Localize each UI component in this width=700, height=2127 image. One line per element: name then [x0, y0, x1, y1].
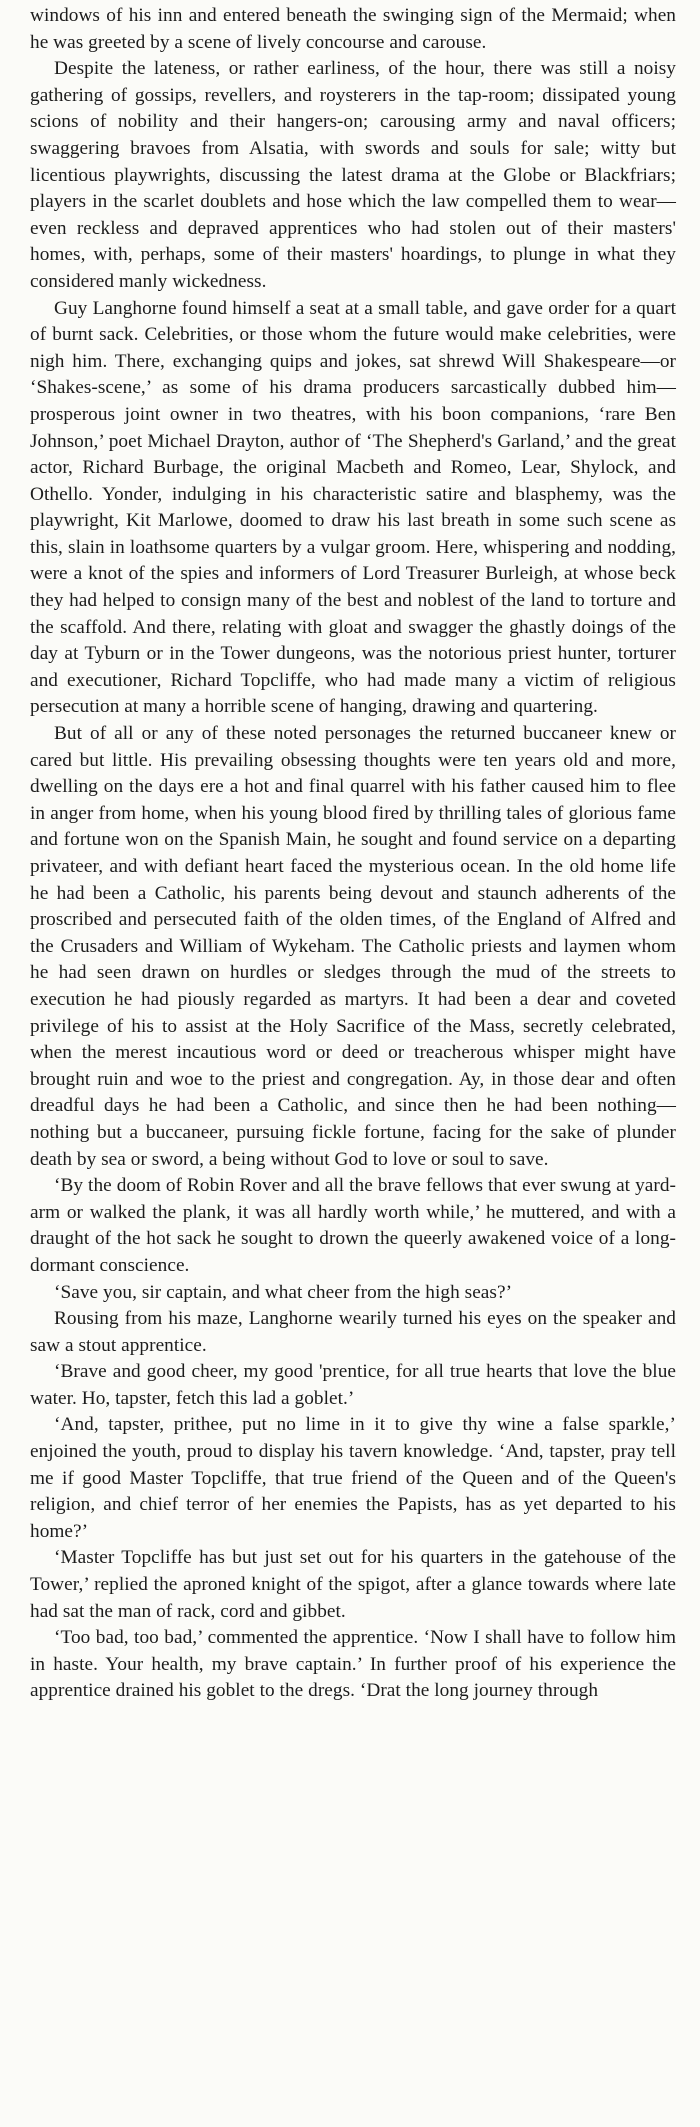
paragraph-4: But of all or any of these noted personages the returned buccaneer knew or cared but little. His prevailing obsessing thoughts were ten years old and more, dwelling on the days ere a hot and final quarrel with his father caused him to flee in anger from home, when his young blood fired by thrilling tales of glorious fame and fortune won on the Spanish Main, he sought and found service on a departing privateer, and with defiant heart faced the mysterious ocean. In the old home life he had been a Catholic, his parents being devout and staunch adherents of the proscribed and persecuted faith of the olden times, of the England of Alfred and the Crusaders and William of Wykeham. The Catholic priests and laymen whom he had seen drawn on hurdles or sledges through the mud of the streets to execution he had piously regarded as martyrs. It had been a dear and coveted privilege of his to assist at the Holy Sacrifice of the Mass, secretly celebrated, when the merest incautious word or deed or treacherous whisper might have brought ruin and woe to the priest and congregation. Ay, in those dear and often dreadful days he had been a Catholic, and since then he had been nothing—nothing but a buccaneer, pursuing fickle fortune, facing for the sake of plunder death by sea or sword, a being without God to love or soul to save. — [30, 723, 676, 1170]
paragraph-8: ‘Brave and good cheer, my good 'prentice, for all true hearts that love the blue water. Ho, tapster, fetch this lad a goblet.’ — [30, 1361, 676, 1409]
paragraph-11: ‘Too bad, too bad,’ commented the apprentice. ‘Now I shall have to follow him in haste. Your health, my brave captain.’ In further proof of his experience the apprentice drained his goblet to the dregs. ‘Drat the long journey through — [30, 1627, 676, 1702]
paragraph-9: ‘And, tapster, prithee, put no lime in it to give thy wine a false sparkle,’ enjoined the youth, proud to display his tavern knowledge. ‘And, tapster, pray tell me if good Master Topcliffe, that true friend of the Queen and of the Queen's religion, and chief terror of her enemies the Papists, has as yet departed to his home?’ — [30, 1414, 676, 1542]
paragraph-5: ‘By the doom of Robin Rover and all the brave fellows that ever swung at yard-arm or walked the plank, it was all hardly worth while,’ he muttered, and with a draught of the hot sack he sought to drown the queerly awakened voice of a long-dormant conscience. — [30, 1175, 676, 1276]
paragraph-2: Despite the lateness, or rather earliness, of the hour, there was still a noisy gathering of gossips, revellers, and roysterers in the tap-room; dissipated young scions of nobility and their hangers-on; carousing army and naval officers; swaggering bravoes from Alsatia, with swords and souls for sale; witty but licentious playwrights, discussing the latest drama at the Globe or Blackfriars; players in the scarlet doublets and hose which the law compelled them to wear—even reckless and depraved apprentices who had stolen out of their masters' homes, with, perhaps, some of their masters' hoardings, to plunge in what they considered manly wickedness. — [30, 58, 676, 292]
paragraph-1: windows of his inn and entered beneath the swinging sign of the Mermaid; when he was greeted by a scene of lively concourse and carouse. — [30, 5, 676, 53]
paragraph-10: ‘Master Topcliffe has but just set out for his quarters in the gatehouse of the Tower,’ replied the aproned knight of the spigot, after a glance towards where late had sat the man of rack, cord and gibbet. — [30, 1547, 676, 1622]
paragraph-7: Rousing from his maze, Langhorne wearily turned his eyes on the speaker and saw a stout apprentice. — [30, 1308, 676, 1356]
paragraph-3: Guy Langhorne found himself a seat at a small table, and gave order for a quart of burnt sack. Celebrities, or those whom the future would make celebrities, were nigh him. There, exchanging quips and jokes, sat shrewd Will Shakespeare—or ‘Shakes-scene,’ as some of his drama producers sarcastically dubbed him—prosperous joint owner in two theatres, with his boon companions, ‘rare Ben Johnson,’ poet Michael Drayton, author of ‘The Shepherd's Garland,’ and the great actor, Richard Burbage, the original Macbeth and Romeo, Lear, Shylock, and Othello. Yonder, indulging in his characteristic satire and blasphemy, was the playwright, Kit Marlowe, doomed to draw his last breath in some such scene as this, slain in loathsome quarters by a vulgar groom. Here, whispering and nodding, were a knot of the spies and informers of Lord Treasurer Burleigh, at whose beck they had helped to consign many of the best and noblest of the land to torture and the scaffold. And there, relating with gloat and swagger the ghastly doings of the day at Tyburn or in the Tower dungeons, was the notorious priest hunter, torturer and executioner, Richard Topcliffe, who had made many a victim of religious persecution at many a horrible scene of hanging, drawing and quartering. — [30, 297, 676, 718]
paragraph-6: ‘Save you, sir captain, and what cheer from the high seas?’ — [54, 1281, 513, 1303]
